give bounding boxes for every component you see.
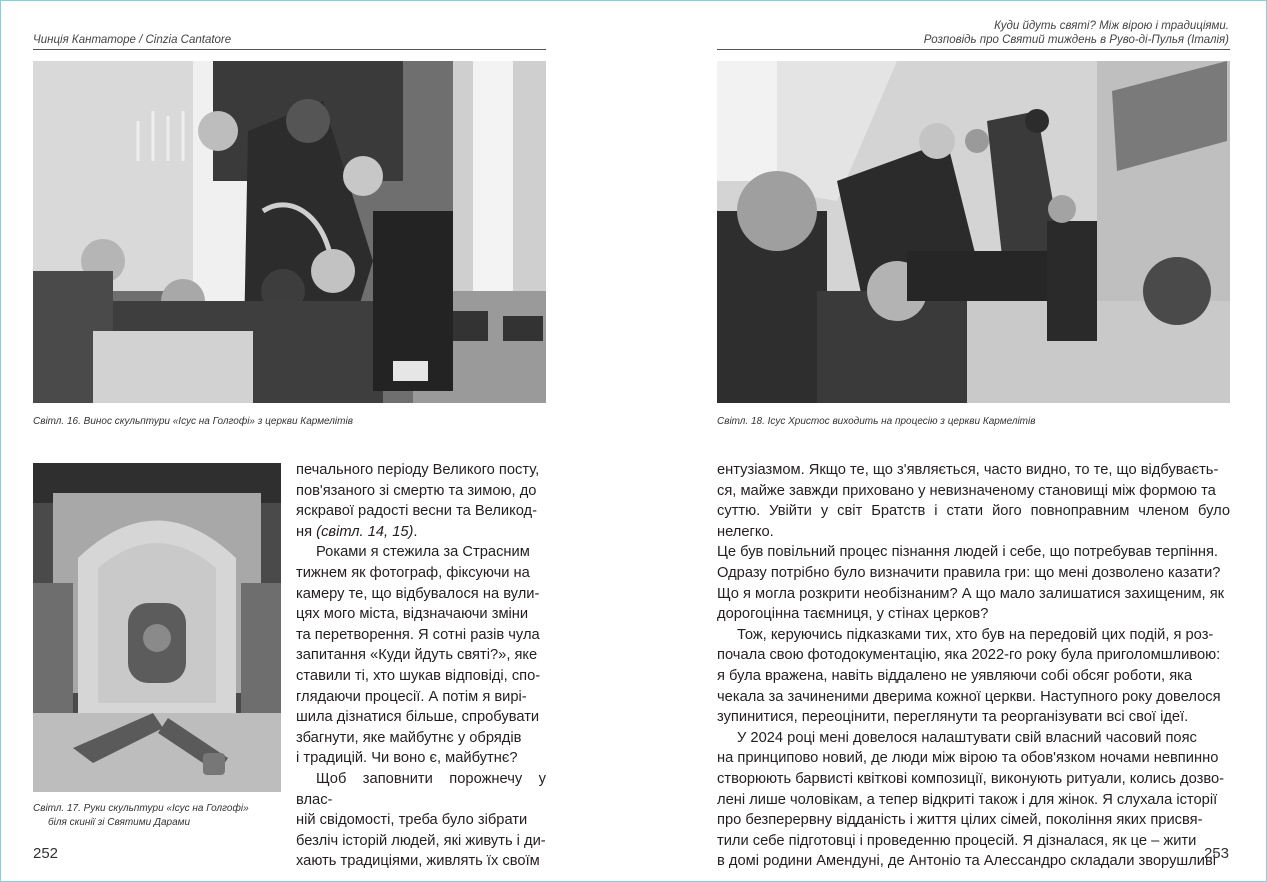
text-line: я була вражена, навіть віддалено не уявляючи собі обсяг роботи, яка	[717, 667, 1193, 684]
text-line: цях мого міста, відзначаючи зміни	[296, 606, 529, 623]
text-line: Тож, керуючись підказками тих, хто був на передовій цих подій, я роз-	[737, 626, 1214, 643]
text-line: чекала за зачиненими дверима кожної церкви. Наступного року довелося	[717, 688, 1221, 705]
text-line: тили себе підготовці і проведенню процесій. Я дізналася, як це – жити	[717, 832, 1197, 849]
photo-16-image	[33, 61, 546, 403]
text-line: глядаючи процесії. А потім я вирі-	[296, 688, 527, 705]
photo-18	[717, 61, 1230, 403]
right-page-number: 253	[1203, 845, 1229, 862]
text-line: ставили ті, хто шукав відповіді, спо-	[296, 667, 541, 684]
text-line: дорогоцінна таємниця, у стінах церков?	[717, 606, 989, 623]
text-line: печального періоду Великого посту,	[296, 462, 540, 478]
photo-18-image	[717, 61, 1230, 403]
text-line: в домі родини Амендуні, де Антоніо та Алессандро складали зворушливі	[717, 853, 1217, 870]
right-header-rule	[717, 49, 1230, 50]
caption-17-line2: біля скинії зі Святими Дарами	[48, 817, 191, 828]
left-header-rule	[33, 49, 546, 50]
right-running-header-line2: Розповідь про Святий тиждень в Руво-ді-Пулья (Італія)	[923, 34, 1229, 46]
text-line: Що я могла розкрити необізнаним? А що мало залишатися захищеним, як	[717, 585, 1225, 602]
caption-18: Світл. 18. Ісус Христос виходить на процесію з церкви Кармелітів	[717, 416, 1036, 427]
photo-17-image	[33, 463, 281, 792]
right-running-header-line1: Куди йдуть святі? Між вірою і традиціями.	[994, 20, 1229, 32]
text-line: збагнути, яке майбутнє у обрядів	[296, 729, 522, 746]
left-page-number: 252	[33, 845, 59, 862]
text-fragment: .	[413, 523, 418, 540]
text-line: Роками я стежила за Страсним	[316, 544, 530, 561]
photo-16	[33, 61, 546, 403]
text-line: ній свідомості, треба було зібрати	[296, 812, 528, 829]
text-fragment: ня	[296, 523, 313, 540]
text-line: камеру те, що відбувалося на вули-	[296, 585, 540, 602]
right-body-text	[717, 460, 1230, 872]
text-line: шила дізнатися більше, спробувати	[296, 709, 540, 726]
text-line: запитання «Куди йдуть святі?», яке	[296, 647, 538, 664]
text-line: хають традиціями, живлять їх своїм	[296, 853, 540, 870]
left-running-header: Чинція Кантаторе / Cinzia Cantatore	[33, 34, 232, 46]
left-body-text	[296, 460, 546, 872]
text-line: зупинитися, переоцінити, переглянути та реорганізувати всі свої ідеї.	[717, 709, 1189, 726]
text-line: суттю. Увійти у світ Братств і стати його повноправним членом було нелегко.	[717, 503, 1230, 540]
text-line: Це був повільний процес пізнання людей і себе, що потребував терпіння.	[717, 544, 1218, 561]
text-line: Одразу потрібно було визначити правила гри: що мені дозволено казати?	[717, 564, 1221, 581]
text-line: на принципово новий, де люди між вірою та обов'язком ночами невпинно	[717, 750, 1219, 767]
text-line	[296, 522, 546, 543]
text-line: безліч історій людей, які живуть і ди-	[296, 832, 546, 849]
text-line: створюють барвисті квіткові композиції, виконують ритуали, колись дозво-	[717, 770, 1225, 787]
photo-17	[33, 463, 281, 792]
text-line: яскравої радості весни та Великод-	[296, 503, 538, 520]
inline-photo-reference: (світл. 14, 15)	[316, 523, 414, 540]
text-line: почала свою фотодокументацію, яка 2022-го року була приголомшливою:	[717, 647, 1221, 664]
text-line: лені лише чоловікам, а тепер відкриті також і для жінок. Я слухала історії	[717, 791, 1218, 808]
text-line: Щоб заповнити порожнечу у влас-	[296, 770, 546, 808]
text-line: У 2024 році мені довелося налаштувати свій власний часовий пояс	[737, 729, 1197, 746]
text-line: ся, майже завжди приховано у невизначеному становищі між формою та	[717, 482, 1216, 499]
text-line: тижнем як фотограф, фіксуючи на	[296, 564, 530, 581]
text-line: і традицій. Чи воно є, майбутнє?	[296, 750, 518, 767]
caption-17-line1: Світл. 17. Руки скульптури «Ісус на Голгофі»	[33, 803, 249, 814]
text-line: пов'язаного зі смертю та зимою, до	[296, 482, 537, 499]
text-line: та перетворення. Я сотні разів чула	[296, 626, 540, 643]
caption-16: Світл. 16. Винос скульптури «Ісус на Голгофі» з церкви Кармелітів	[33, 416, 353, 427]
text-line: ентузіазмом. Якщо те, що з'являється, часто видно, то те, що відбуваєть-	[717, 462, 1219, 478]
text-line: про безперервну відданість і життя цілих сімей, покоління яких присвя-	[717, 812, 1203, 829]
